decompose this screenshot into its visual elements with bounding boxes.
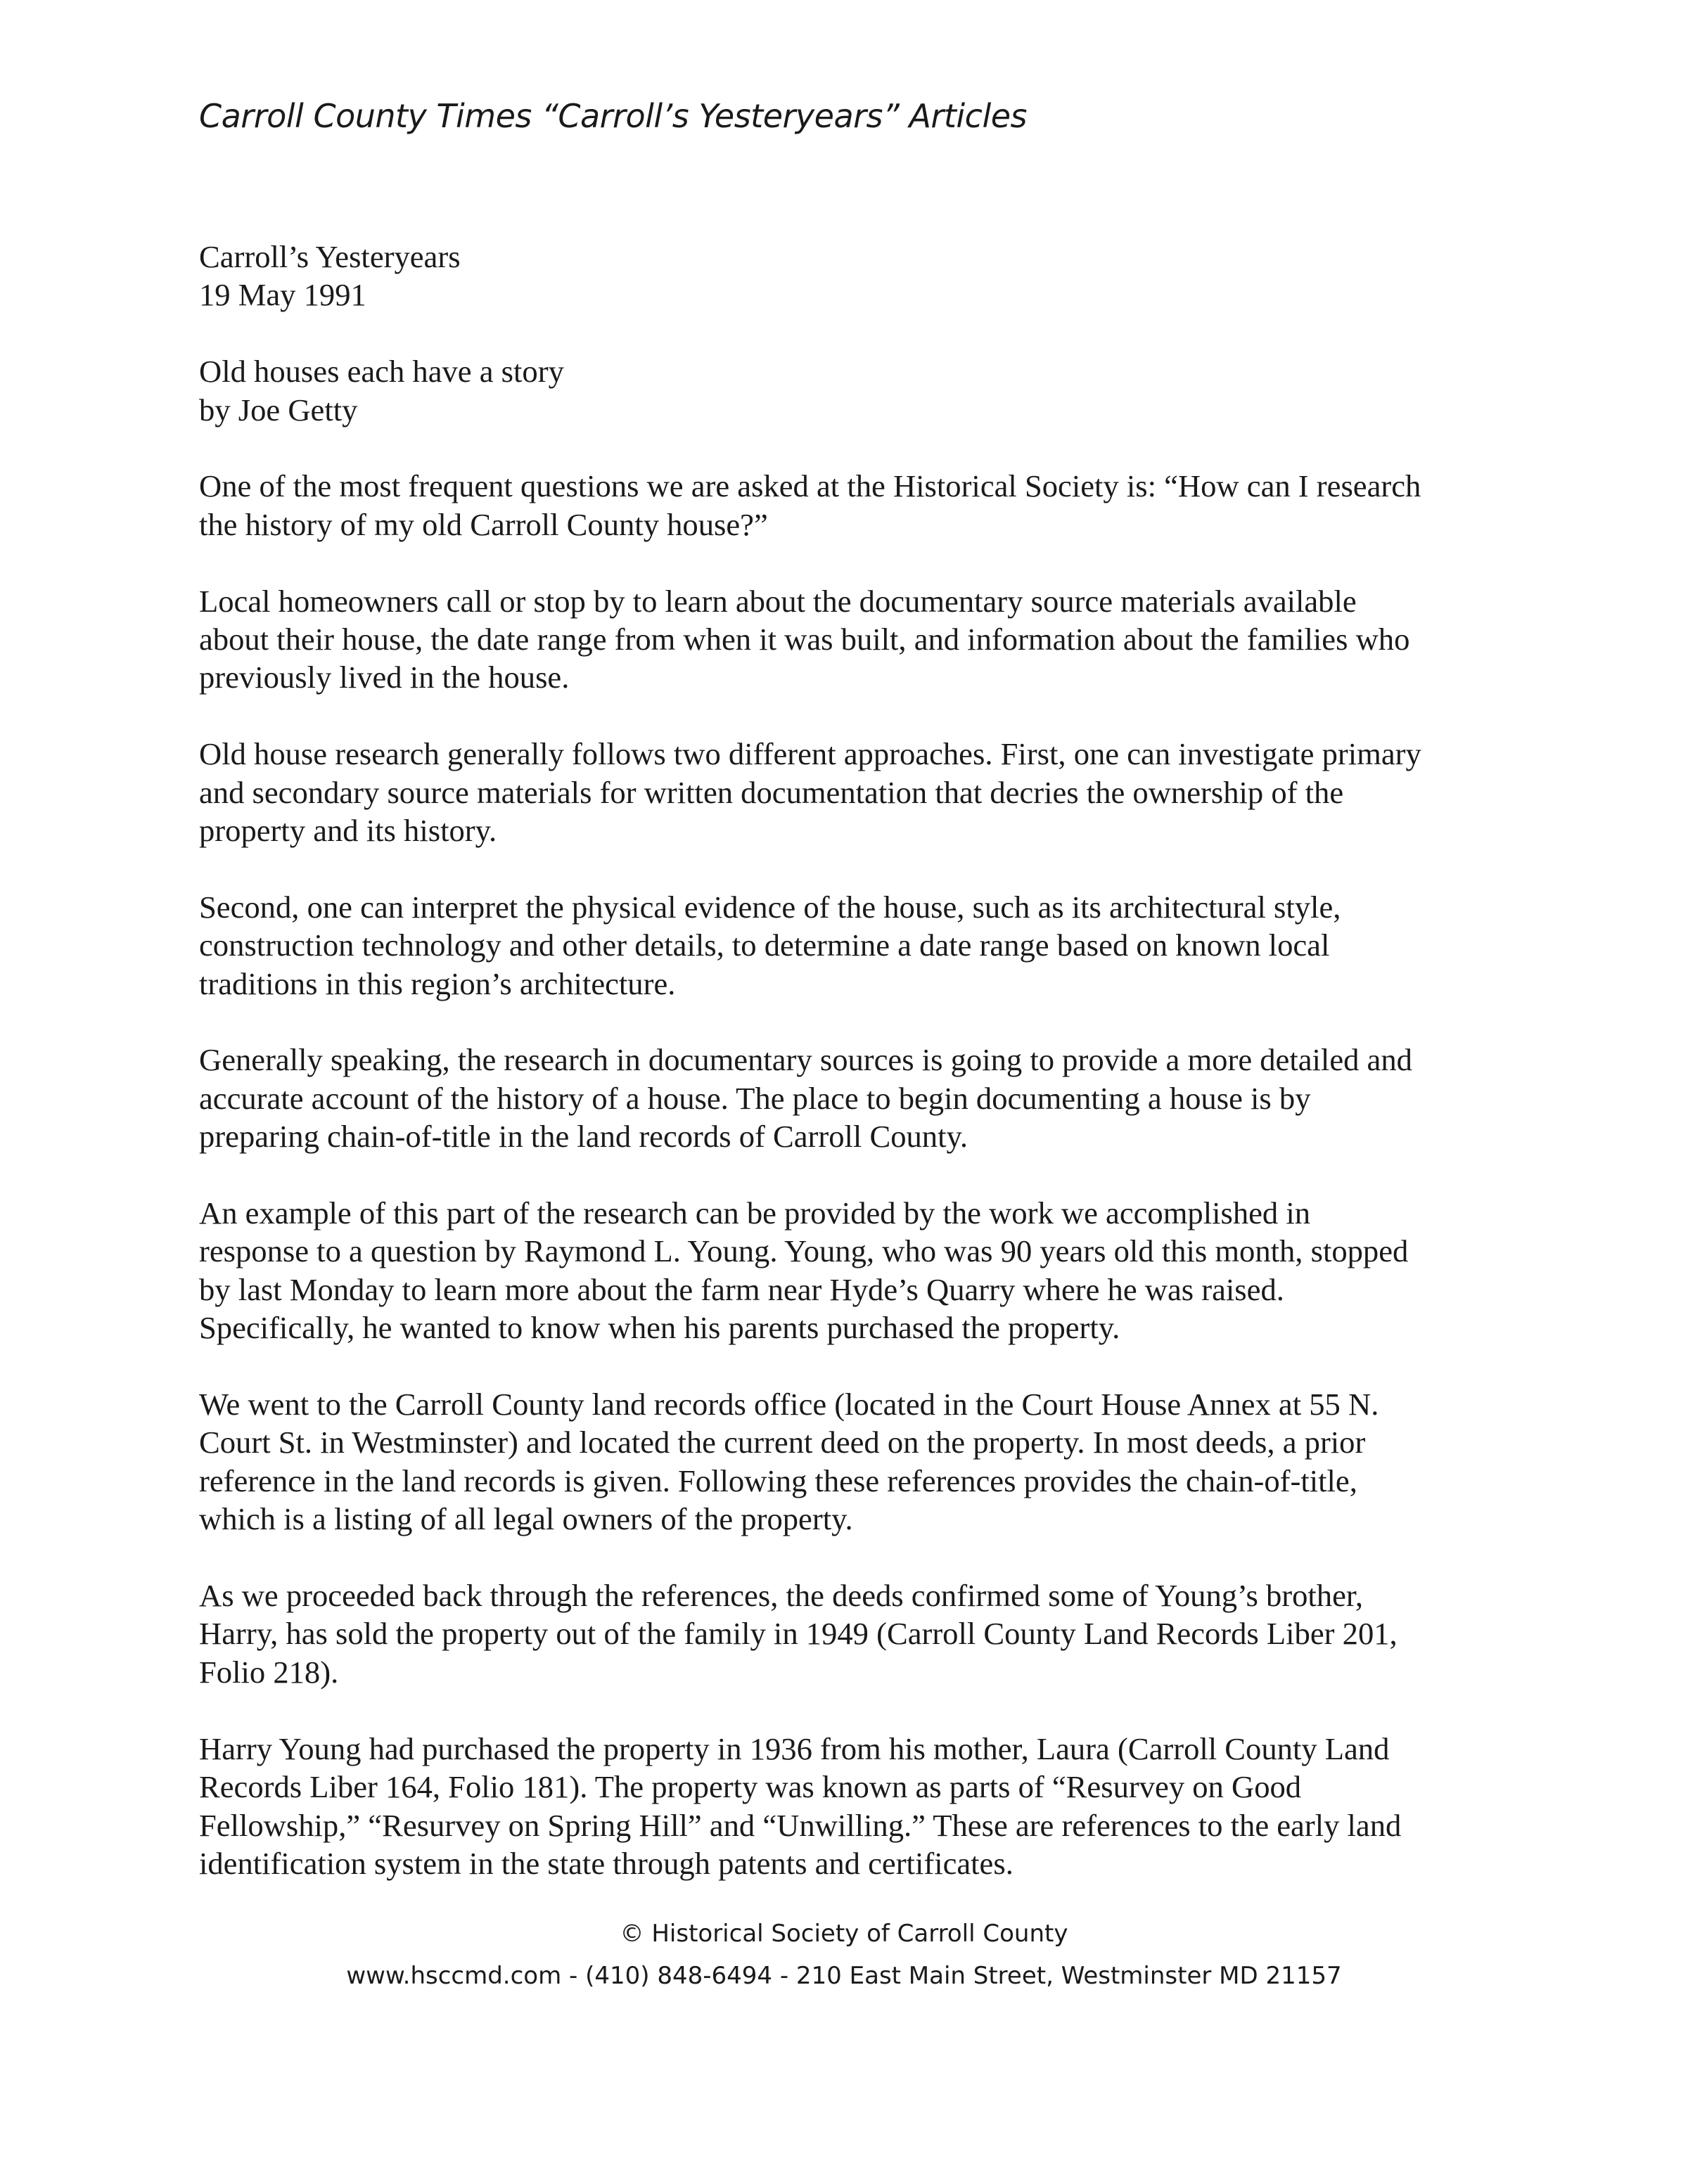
paragraph-line: Specifically, he wanted to know when his parents purchased the property.	[199, 1310, 1120, 1346]
paragraph-line: by last Monday to learn more about the farm near Hyde’s Quarry where he was raised.	[199, 1271, 1284, 1307]
paragraph-line: preparing chain-of-title in the land records of Carroll County.	[199, 1119, 968, 1155]
paragraph	[199, 1194, 1514, 1347]
paragraph-line: Old house research generally follows two different approaches. First, one can investigate primary	[199, 736, 1421, 772]
page-footer	[0, 1913, 1688, 1997]
paragraph-line: and secondary source materials for written documentation that decries the ownership of the	[199, 774, 1344, 810]
paragraph-line: Second, one can interpret the physical evidence of the house, such as its architectural style,	[199, 889, 1341, 925]
footer-copyright: © Historical Society of Carroll County	[620, 1920, 1068, 1948]
paragraph-line: Court St. in Westminster) and located the current deed on the property. In most deeds, a prior	[199, 1425, 1366, 1460]
article-meta	[199, 238, 1514, 314]
article-body	[199, 238, 1514, 1921]
paragraph-line: accurate account of the history of a house. The place to begin documenting a house is by	[199, 1080, 1311, 1116]
paragraph	[199, 1385, 1514, 1539]
paragraph-line: traditions in this region’s architecture.	[199, 965, 676, 1001]
paragraph	[199, 582, 1514, 697]
paragraph	[199, 467, 1514, 544]
paragraph-line: One of the most frequent questions we are asked at the Historical Society is: “How can I research	[199, 468, 1421, 504]
paragraph	[199, 1576, 1514, 1691]
paragraph-line: property and its history.	[199, 813, 497, 849]
paragraph	[199, 888, 1514, 1003]
paragraph-line: previously lived in the house.	[199, 660, 570, 695]
paragraph-line: reference in the land records is given. Following these references provides the chain-of-title,	[199, 1463, 1357, 1498]
paragraph-line: Records Liber 164, Folio 181). The property was known as parts of “Resurvey on Good	[199, 1769, 1302, 1805]
paragraph-line: As we proceeded back through the references, the deeds confirmed some of Young’s brother,	[199, 1578, 1364, 1614]
paragraph-line: response to a question by Raymond L. Young. Young, who was 90 years old this month, stopped	[199, 1233, 1409, 1269]
article-title-block	[199, 352, 1514, 429]
paragraph-line: construction technology and other details, to determine a date range based on known local	[199, 927, 1330, 963]
paragraph-line: We went to the Carroll County land records office (located in the Court House Annex at 55 N.	[199, 1387, 1379, 1422]
paragraph-line: Local homeowners call or stop by to learn about the documentary source materials available	[199, 583, 1357, 619]
headline: Old houses each have a story	[199, 354, 564, 390]
paragraph-line: An example of this part of the research can be provided by the work we accomplished in	[199, 1195, 1311, 1231]
paragraph-line: Harry Young had purchased the property in 1936 from his mother, Laura (Carroll County Land	[199, 1730, 1390, 1766]
paragraph-line: about their house, the date range from when it was built, and information about the families who	[199, 622, 1410, 657]
paragraph-line: Folio 218).	[199, 1654, 339, 1690]
paragraph	[199, 1730, 1514, 1883]
footer-contact: www.hsccmd.com - (410) 848-6494 - 210 East Main Street, Westminster MD 21157	[346, 1962, 1342, 1990]
paragraph-line: the history of my old Carroll County house?”	[199, 506, 768, 542]
paragraph-line: Generally speaking, the research in documentary sources is going to provide a more detailed and	[199, 1042, 1412, 1078]
paragraph-line: Harry, has sold the property out of the family in 1949 (Carroll County Land Records Liber 201,	[199, 1616, 1398, 1652]
paragraph-line: which is a listing of all legal owners of the property.	[199, 1501, 853, 1537]
byline: by Joe Getty	[199, 392, 358, 428]
paragraph	[199, 735, 1514, 849]
article-date: 19 May 1991	[199, 277, 366, 313]
paragraph-line: identification system in the state through patents and certificates.	[199, 1845, 1014, 1881]
paragraph	[199, 1041, 1514, 1155]
running-header: Carroll County Times “Carroll’s Yesteryears” Articles	[199, 97, 1028, 135]
paragraph-line: Fellowship,” “Resurvey on Spring Hill” and “Unwilling.” These are references to the early land	[199, 1807, 1402, 1843]
column-name: Carroll’s Yesteryears	[199, 239, 461, 274]
